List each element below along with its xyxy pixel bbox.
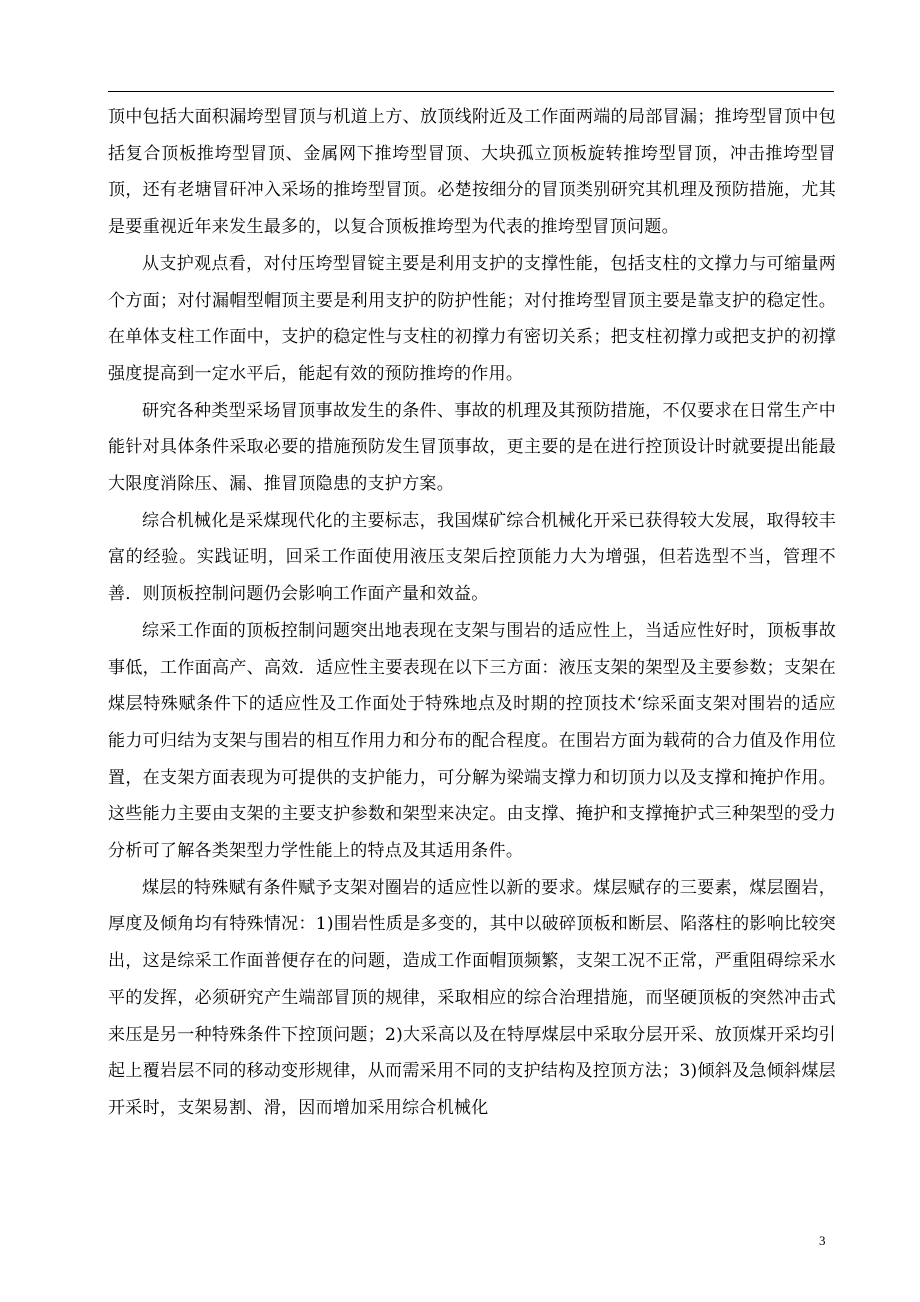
page-number: 3 <box>819 1233 826 1248</box>
paragraph-1: 顶中包括大面积漏垮型冒顶与机道上方、放顶线附近及工作面两端的局部冒漏；推垮型冒顶中包括复合顶板推垮型冒顶、金属网下推垮型冒顶、大块孤立顶板旋转推垮型冒顶，冲击推垮型冒顶，还有老塘冒矸冲入采场的推垮型冒顶。必楚按细分的冒顶类别研究其机理及预防措施，尤其是要重视近年来发生最多的，以复合顶板推垮型为代表的推垮型冒顶问题。 <box>108 107 836 238</box>
document-body <box>108 99 836 1127</box>
header-rule <box>108 91 834 92</box>
paragraph-5: 综采工作面的顶板控制问题突出地表现在支架与围岩的适应性上，当适应性好时，顶板事故事低，工作面高产、高效．适应性主要表现在以下三方面：液压支架的架型及主要参数；支架在煤层特殊赋条件下的适应性及工作面处于特殊地点及时期的控顶技术‘综采面支架对围岩的适应能力可归结为支架与围岩的相互作用力和分布的配合程度。在围岩方面为载荷的合力值及作用位置，在支架方面表现为可提供的支护能力，可分解为梁端支撑力和切顶力以及支撑和掩护作用。这些能力主要由支架的主要支护参数和架型来决定。由支撑、掩护和支撑掩护式三种架型的受力分析可了解各类架型力学性能上的特点及其适用条件。 <box>108 620 836 862</box>
paragraph-6: 煤层的特殊赋有条件赋予支架对圈岩的适应性以新的要求。煤层赋存的三要素，煤层圈岩，厚度及倾角均有特殊情况：1)围岩性质是多变的，其中以破碎顶板和断层、陷落柱的影响比较突出，这是综采工作面普便存在的问题，造成工作面帽顶频繁，支架工况不正常，严重阻碍综采水平的发挥，必须研究产生端部冒顶的规律，采取相应的综合治理措施，而坚硬顶板的突然冲击式来压是另一种特殊条件下控顶问题；2)大采高以及在特厚煤层中采取分层开采、放顶煤开采均引起上覆岩层不同的移动变形规律，从而需采用不同的支护结构及控顶方法；3)倾斜及急倾斜煤层开采时，支架易割、滑，因而增加采用综合机械化 <box>108 877 836 1118</box>
paragraph-4: 综合机械化是采煤现代化的主要标志，我国煤矿综合机械化开采已获得较大发展，取得较丰富的经验。实践证明，回采工作面使用液压支架后控顶能力大为增强，但若选型不当，管理不善．则顶板控制问题仍会影响工作面产量和效益。 <box>108 510 836 605</box>
paragraph-2: 从支护观点看，对付压垮型冒锭主要是利用支护的支撑性能，包括支柱的文撑力与可缩量两个方面；对付漏帽型帽顶主要是利用支护的防护性能；对付推垮型冒顶主要是靠支护的稳定性。在单体支柱工作面中，支护的稳定性与支柱的初撑力有密切关系；把支柱初撑力或把支护的初撑强度提高到一定水平后，能起有效的预防推垮的作用。 <box>108 253 836 384</box>
paragraph-3: 研究各种类型采场冒顶事故发生的条件、事故的机理及其预防措施，不仅要求在日常生产中能针对具体条件采取必要的措施预防发生冒顶事故，更主要的是在进行控顶设计时就要提出能最大限度消除压、漏、推冒顶隐患的支护方案。 <box>108 400 836 495</box>
